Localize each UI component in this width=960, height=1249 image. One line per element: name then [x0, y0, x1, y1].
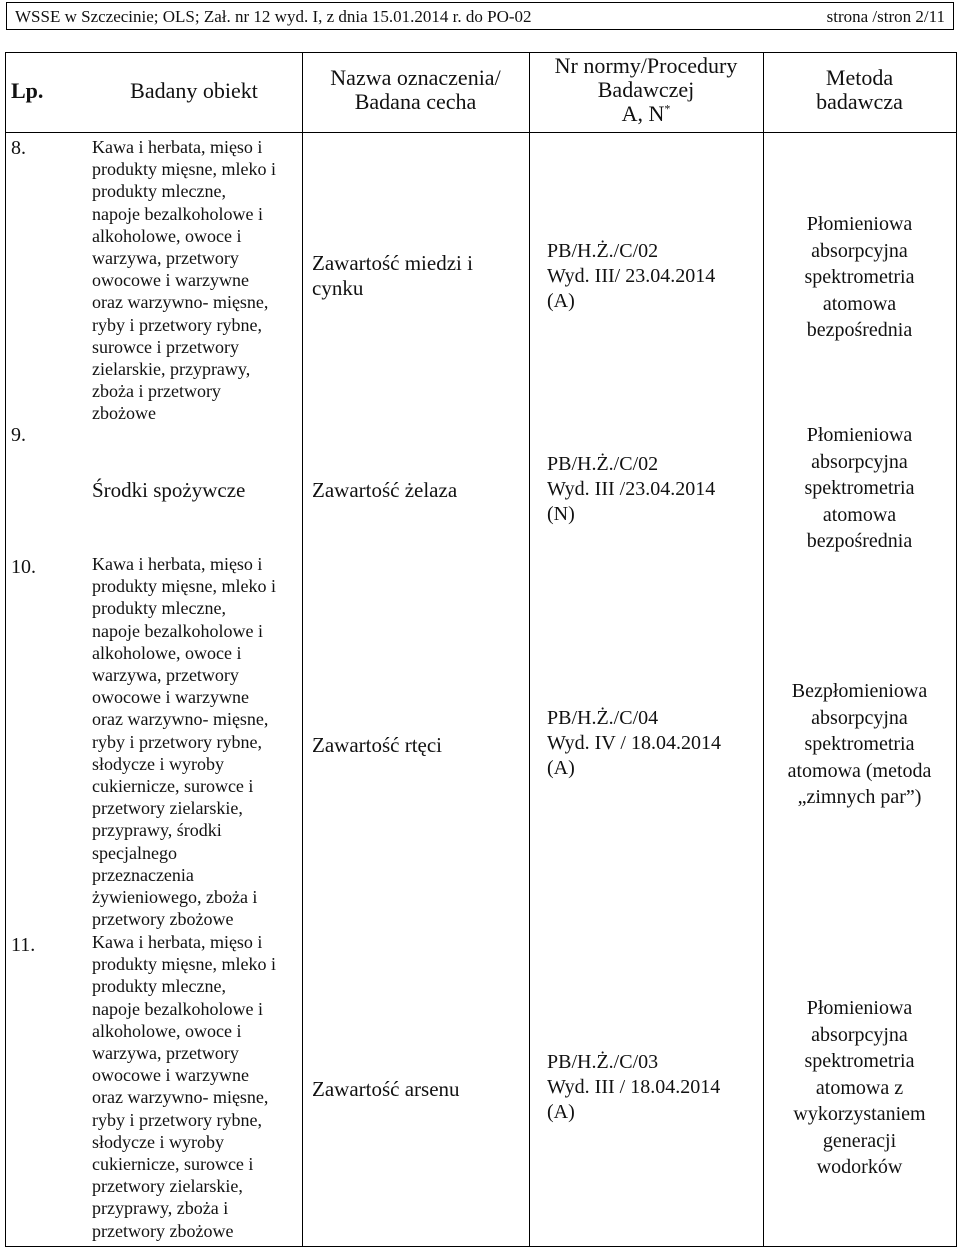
header-object: Badany obiekt: [130, 78, 258, 103]
grid-line: [5, 52, 957, 53]
methods-table: [5, 52, 957, 1247]
row-10-object: Kawa i herbata, mięso i produkty mięsne, mleko i produkty mleczne, napoje bezalkoholowe i alkoholowe, owoce i warzywa, przetwory owocowe i warzywne oraz warzywno- mięsne, ryby i przetwory rybne, słodycze i wyroby cukiernicze, surowce i przetwory zielarskie, przyprawy, środki specjalnego przeznaczenia żywieniowego, zboża i przetwory zbożowe: [92, 554, 276, 930]
row-11-name: Zawartość arsenu: [312, 1077, 460, 1101]
header-method: [763, 66, 956, 114]
row-11-object: Kawa i herbata, mięso i produkty mięsne, mleko i produkty mleczne, napoje bezalkoholowe i alkoholowe, owoce i warzywa, przetwory owocowe i warzywne oraz warzywno- mięsne, ryby i przetwory rybne, słodycze i wyroby cukiernicze, surowce i przetwory zielarskie, przyprawy, zboża i przetwory zbożowe: [92, 932, 276, 1241]
grid-line: [5, 132, 957, 133]
row-8-lp: 8.: [11, 137, 26, 159]
header-norm-code: A, N: [621, 101, 665, 126]
row-10-norm: PB/H.Ż./C/04 Wyd. IV / 18.04.2014 (A): [547, 707, 721, 779]
row-10-name: Zawartość rtęci: [312, 733, 443, 757]
row-8-norm: PB/H.Ż./C/02 Wyd. III/ 23.04.2014 (A): [547, 240, 716, 312]
row-8-name: Zawartość miedzi i cynku: [312, 251, 473, 300]
row-11-norm: PB/H.Ż./C/03 Wyd. III / 18.04.2014 (A): [547, 1051, 721, 1123]
page-counter: strona /stron 2/11: [826, 7, 945, 26]
row-9-object: Środki spożywcze: [92, 478, 246, 502]
row-9-norm: PB/H.Ż./C/02 Wyd. III /23.04.2014 (N): [547, 453, 716, 525]
header-reference: WSSE w Szczecinie; OLS; Zał. nr 12 wyd. I, z dnia 15.01.2014 r. do PO-02: [15, 7, 532, 26]
header-method-line1: Metoda: [825, 65, 894, 90]
row-9-name: Zawartość żelaza: [312, 478, 458, 502]
row-8-method: Płomieniowa absorpcyjna spektrometria atomowa bezpośrednia: [804, 213, 915, 341]
header-name: [302, 66, 529, 114]
header-norm: [529, 54, 763, 126]
row-8-object: Kawa i herbata, mięso i produkty mięsne, mleko i produkty mleczne, napoje bezalkoholowe i alkoholowe, owoce i warzywa, przetwory owocowe i warzywne oraz warzywno- mięsne, ryby i przetwory rybne, surowce i przetwory zielarskie, przyprawy, zboża i przetwory zbożowe: [92, 137, 276, 424]
grid-line: [956, 52, 957, 1247]
header-lp: Lp.: [11, 78, 44, 103]
row-11-lp: 11.: [11, 934, 36, 956]
grid-line: [529, 52, 530, 1247]
grid-line: [763, 52, 764, 1247]
row-10-method: Bezpłomieniowa absorpcyjna spektrometria atomowa (metoda „zimnych par”): [787, 680, 932, 808]
row-9-method: Płomieniowa absorpcyjna spektrometria atomowa bezpośrednia: [804, 424, 915, 552]
row-10-lp: 10.: [11, 556, 36, 578]
header-norm-line1: Nr normy/Procedury: [554, 53, 738, 78]
header-norm-line2: Badawczej: [597, 77, 695, 102]
row-11-method: Płomieniowa absorpcyjna spektrometria atomowa z wykorzystaniem generacji wodorków: [793, 997, 926, 1178]
header-norm-footnote-mark: *: [664, 101, 671, 116]
header-method-line2: badawcza: [816, 89, 903, 114]
header-name-line1: Nazwa oznaczenia/: [330, 65, 501, 90]
header-norm-line3: [529, 102, 763, 126]
grid-line: [5, 1246, 957, 1247]
header-name-line2: Badana cecha: [354, 89, 477, 114]
document-header: [6, 2, 954, 30]
grid-line: [302, 52, 303, 1247]
grid-line: [5, 52, 6, 1247]
row-9-lp: 9.: [11, 424, 26, 446]
